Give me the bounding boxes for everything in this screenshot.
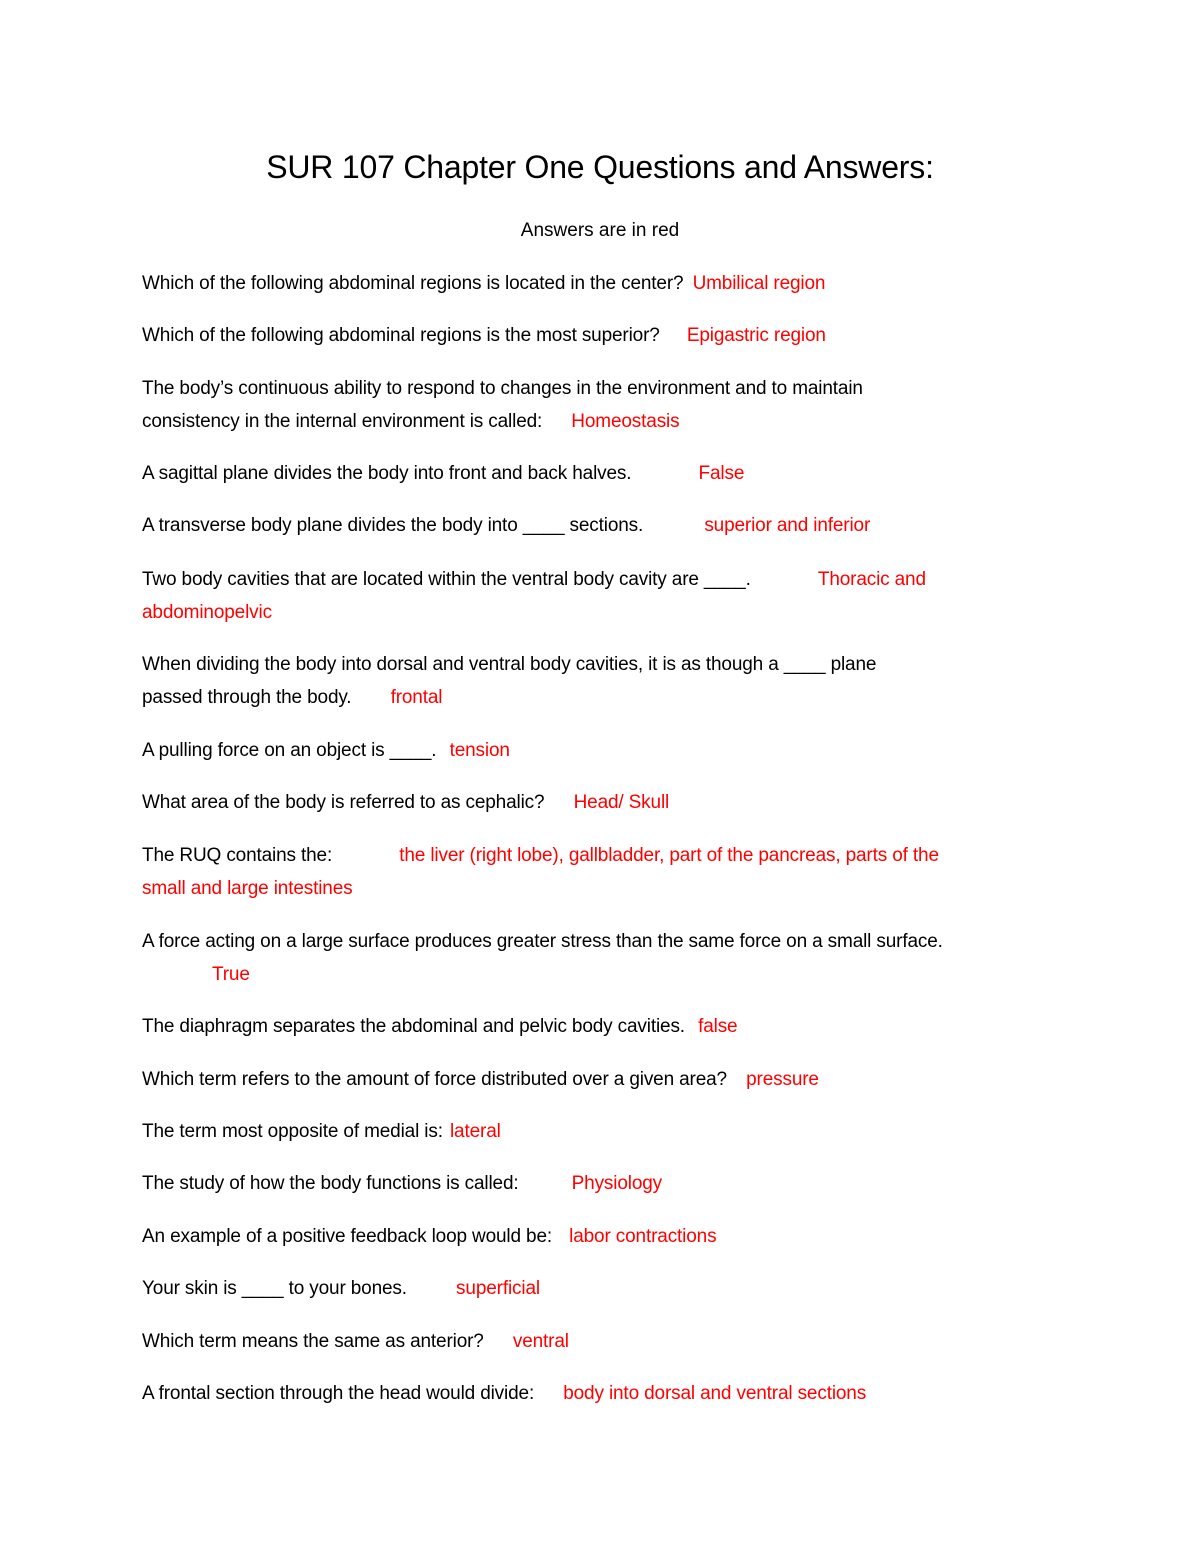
qa-item [142, 457, 1077, 490]
question-text: When dividing the body into dorsal and ventral body cavities, it is as though a ____ plane [142, 654, 877, 675]
question-text: The study of how the body functions is called: [142, 1173, 519, 1194]
answer-text: Homeostasis [571, 411, 680, 432]
qa-item [142, 563, 1077, 629]
question-text: A frontal section through the head would divide: [142, 1383, 535, 1404]
answer-text: Physiology [571, 1173, 663, 1194]
answer-text: frontal [390, 687, 443, 708]
answer-text: Umbilical region [692, 273, 826, 294]
question-text: A sagittal plane divides the body into front and back halves. [142, 463, 632, 484]
qa-item [142, 786, 1077, 819]
document-subtitle: Answers are in red [520, 220, 680, 241]
answer-text: superior and inferior [704, 515, 871, 536]
question-text-continued: consistency in the internal environment is called: [142, 411, 543, 432]
answer-text: superficial [456, 1278, 540, 1299]
answer-text: pressure [746, 1069, 819, 1090]
qa-item [142, 839, 1077, 905]
qa-item [142, 1063, 1077, 1096]
question-text: Which of the following abdominal regions is the most superior? [142, 325, 660, 346]
question-text: Two body cavities that are located within the ventral body cavity are ____. [142, 569, 751, 590]
answer-text: ventral [512, 1331, 569, 1352]
qa-item [142, 734, 1077, 767]
question-text: An example of a positive feedback loop would be: [142, 1226, 553, 1247]
question-text: The RUQ contains the: [142, 845, 333, 866]
qa-item [142, 1377, 1077, 1410]
qa-item [142, 1220, 1077, 1253]
qa-item [142, 372, 1077, 438]
question-text: The body’s continuous ability to respond to changes in the environment and to maintain [142, 378, 863, 399]
qa-item [142, 1325, 1077, 1358]
answer-text: body into dorsal and ventral sections [563, 1383, 867, 1404]
question-text: Which of the following abdominal regions is located in the center? [142, 273, 684, 294]
qa-item [142, 648, 1077, 714]
answer-text: tension [449, 740, 510, 761]
question-text-continued: passed through the body. [142, 687, 352, 708]
qa-item [142, 1010, 1077, 1043]
answer-text-continued: abdominopelvic [142, 602, 272, 623]
qa-item [142, 1167, 1077, 1200]
answer-text: True [212, 964, 250, 985]
qa-item [142, 925, 1077, 991]
question-text: The term most opposite of medial is: [142, 1121, 443, 1142]
answer-text: False [698, 463, 745, 484]
qa-item [142, 1272, 1077, 1305]
answer-text: Thoracic and [817, 569, 926, 590]
question-text: The diaphragm separates the abdominal and pelvic body cavities. [142, 1016, 685, 1037]
question-text: A transverse body plane divides the body into ____ sections. [142, 515, 644, 536]
answer-text: Head/ Skull [573, 792, 670, 813]
qa-item [142, 509, 1077, 542]
qa-item [142, 1115, 1077, 1148]
answer-text: labor contractions [569, 1226, 717, 1247]
question-text: A pulling force on an object is ____. [142, 740, 437, 761]
answer-text: the liver (right lobe), gallbladder, part of the pancreas, parts of the [399, 845, 939, 866]
question-text: A force acting on a large surface produces greater stress than the same force on a small surface. [142, 931, 943, 952]
question-text: Which term means the same as anterior? [142, 1331, 484, 1352]
answer-text: false [698, 1016, 738, 1037]
qa-item [142, 319, 1077, 352]
question-text: Which term refers to the amount of force distributed over a given area? [142, 1069, 727, 1090]
answer-text: lateral [449, 1121, 501, 1142]
question-text: Your skin is ____ to your bones. [142, 1278, 407, 1299]
document-title: SUR 107 Chapter One Questions and Answers: [266, 149, 934, 185]
qa-item [142, 267, 1077, 300]
answer-text-continued: small and large intestines [142, 878, 353, 899]
question-text: What area of the body is referred to as cephalic? [142, 792, 545, 813]
answer-text: Epigastric region [686, 325, 826, 346]
